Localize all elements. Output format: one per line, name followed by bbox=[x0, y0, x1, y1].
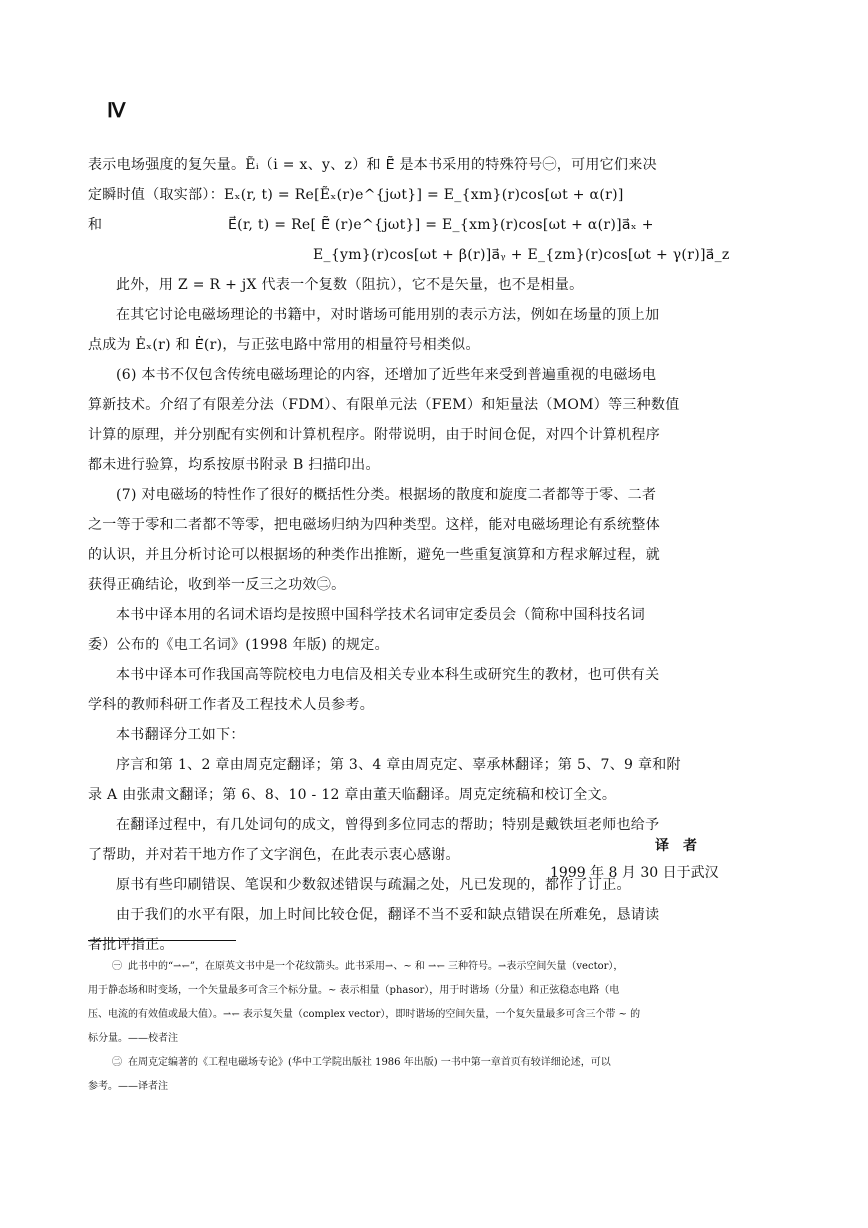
body-line bbox=[88, 570, 768, 600]
body-line bbox=[88, 210, 768, 240]
body-line-text: E_{ym}(r)cos[ωt + β(r)]a⃗ᵧ + E_{zm}(r)cos[ωt + γ(r)]a⃗_z bbox=[313, 247, 730, 263]
signature-date: 1999 年 8 月 30 日于武汉 bbox=[550, 865, 719, 881]
body-line-text: 者批评指正。 bbox=[88, 937, 174, 953]
body-line bbox=[88, 300, 768, 330]
body-line bbox=[88, 600, 768, 630]
footnote-line bbox=[88, 1075, 772, 1099]
body-line bbox=[88, 240, 768, 270]
body-line-text: 本书翻译分工如下： bbox=[116, 727, 245, 743]
body-line-text: 在翻译过程中，有几处词句的成文，曾得到多位同志的帮助；特别是戴铁垣老师也给予 bbox=[116, 817, 660, 833]
body-line bbox=[88, 510, 768, 540]
footnote-line bbox=[88, 1027, 772, 1051]
footnote-line bbox=[88, 955, 772, 979]
body-line-text: 委）公布的《电工名词》(1998 年版) 的规定。 bbox=[88, 637, 389, 653]
footnote-line bbox=[88, 1051, 772, 1075]
body-line-text: 录 A 由张肃文翻译；第 6、8、10 - 12 章由董天临翻译。周克定统稿和校订全文。 bbox=[88, 787, 617, 803]
body-line bbox=[88, 330, 768, 360]
footnote-text: 在周克定编著的《工程电磁场专论》(华中工学院出版社 1986 年出版) 一书中第一章首页有较详细论述，可以 bbox=[128, 1057, 611, 1068]
body-line-text: 原书有些印刷错误、笔误和少数叙述错误与疏漏之处，凡已发现的，都作了订正。 bbox=[116, 877, 631, 893]
body-line bbox=[88, 750, 768, 780]
body-line-text: 的认识，并且分析讨论可以根据场的种类作出推断，避免一些重复演算和方程求解过程，就 bbox=[88, 547, 660, 563]
body-line-text: 本书中译本可作我国高等院校电力电信及相关专业本科生或研究生的教材，也可供有关 bbox=[116, 667, 660, 683]
footnote-text: 此书中的“⇀↽”，在原英文书中是一个花纹箭头。此书采用⇀、~ 和 ⇀↽ 三种符号。⇀表示空间矢量（vector）， bbox=[128, 961, 624, 972]
footnote-line bbox=[88, 1003, 772, 1027]
body-line bbox=[88, 780, 768, 810]
footnote-marker: ㊁ bbox=[112, 1057, 122, 1068]
body-line-text: 之一等于零和二者都不等零，把电磁场归纳为四种类型。这样，能对电磁场理论有系统整体 bbox=[88, 517, 660, 533]
body-line bbox=[88, 660, 768, 690]
body-line-text: 点成为 Ėₓ(r) 和 Ė⃗(r)，与正弦电路中常用的相量符号相类似。 bbox=[88, 337, 480, 353]
body-line bbox=[88, 180, 768, 210]
body-line bbox=[88, 270, 768, 300]
body-line-text: E⃗(r, t) = Re[ Ẽ⃗ (r)e^{jωt}] = E_{xm}(r)cos[ωt + α(r)]a⃗ₓ + bbox=[228, 217, 654, 233]
body-line-text: 学科的教师科研工作者及工程技术人员参考。 bbox=[88, 697, 374, 713]
body-line bbox=[88, 150, 768, 180]
body-line-text: 在其它讨论电磁场理论的书籍中，对时谐场可能用别的表示方法，例如在场量的顶上加 bbox=[116, 307, 660, 323]
body-line bbox=[88, 420, 768, 450]
body-line bbox=[88, 390, 768, 420]
page-folio: Ⅳ bbox=[107, 100, 126, 122]
body-line-text: 定瞬时值（取实部）：Eₓ(r, t) = Re[Ẽₓ(r)e^{jωt}] = E_{xm}(r)cos[ωt + α(r)] bbox=[88, 187, 624, 203]
body-line-text: 计算的原理，并分别配有实例和计算机程序。附带说明，由于时间仓促，对四个计算机程序 bbox=[88, 427, 660, 443]
footnote-text: 用于静态场和时变场，一个矢量最多可含三个标分量。~ 表示相量（phasor），用于时谐场（分量）和正弦稳态电路（电 bbox=[88, 985, 620, 996]
body-line-text: 序言和第 1、2 章由周克定翻译；第 3、4 章由周克定、辜承林翻译；第 5、7、9 章和附 bbox=[116, 757, 681, 773]
footnote-marker: ㊀ bbox=[112, 961, 122, 972]
body-line-text: 获得正确结论，收到举一反三之功效㊁。 bbox=[88, 577, 346, 593]
body-line-text: 了帮助，并对若干地方作了文字润色，在此表示衷心感谢。 bbox=[88, 847, 460, 863]
body-line-text: 本书中译本用的名词术语均是按照中国科学技术名词审定委员会（简称中国科技名词 bbox=[116, 607, 646, 623]
body-line-text: (6) 本书不仅包含传统电磁场理论的内容，还增加了近些年来受到普遍重视的电磁场电 bbox=[116, 367, 657, 383]
body-line-text: 由于我们的水平有限，加上时间比较仓促，翻译不当不妥和缺点错误在所难免，恳请读 bbox=[116, 907, 660, 923]
translator-signature: 译者 bbox=[655, 838, 711, 854]
footnotes bbox=[88, 955, 772, 1099]
footnote-rule bbox=[88, 940, 236, 941]
body-line-text: 此外，用 Z = R + jX 代表一个复数（阻抗），它不是矢量，也不是相量。 bbox=[116, 277, 584, 293]
body-line bbox=[88, 900, 768, 930]
body-line bbox=[88, 720, 768, 750]
body-line bbox=[88, 540, 768, 570]
footnote-text: 参考。——译者注 bbox=[88, 1081, 168, 1092]
footnote-text: 标分量。——校者注 bbox=[88, 1033, 178, 1044]
body-line bbox=[88, 690, 768, 720]
body-line-text: (7) 对电磁场的特性作了很好的概括性分类。根据场的散度和旋度二者都等于零、二者 bbox=[116, 487, 657, 503]
footnote-line bbox=[88, 979, 772, 1003]
footnote-text: 压、电流的有效值或最大值）。⇀↽ 表示复矢量（complex vector），即时谐场的空间矢量，一个复矢量最多可含三个带 ~ 的 bbox=[88, 1009, 641, 1020]
body-line bbox=[88, 450, 768, 480]
body-line bbox=[88, 630, 768, 660]
body-line-text: 算新技术。介绍了有限差分法（FDM）、有限单元法（FEM）和矩量法（MOM）等三种数值 bbox=[88, 397, 680, 413]
body-line-text: 都未进行验算，均系按原书附录 B 扫描印出。 bbox=[88, 457, 380, 473]
body-line-text: 表示电场强度的复矢量。Ẽᵢ（i = x、y、z）和 Ẽ⃗ 是本书采用的特殊符号㊀，可用它们来决 bbox=[88, 157, 657, 173]
equation-label: 和 bbox=[88, 217, 103, 233]
body-line bbox=[88, 480, 768, 510]
body-line bbox=[88, 360, 768, 390]
